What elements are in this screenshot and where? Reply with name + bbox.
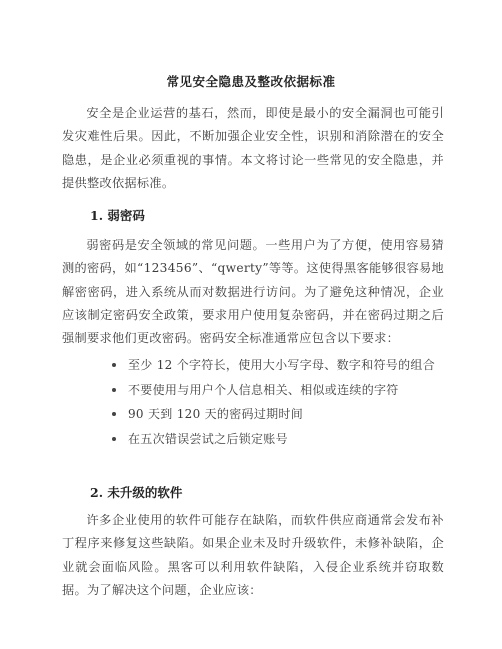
list-item-text: 90 天到 120 天的密码过期时间 [128, 407, 304, 421]
bullet-icon [112, 412, 116, 416]
section-2-paragraph: 许多企业使用的软件可能存在缺陷，而软件供应商通常会发布补丁程序来修复这些缺陷。如果企业未及时升级软件，未修补缺陷，企业就会面临风险。黑客可以利用软件缺陷，入侵企业系统并窃取数据。为了解决这个问题，企业应该： [62, 513, 444, 597]
document-title: 常见安全隐患及整改依据标准 [166, 74, 336, 89]
bullet-icon [112, 388, 116, 392]
list-item [108, 378, 448, 403]
list-item [108, 427, 448, 452]
list-item-text: 至少 12 个字符长，使用大小写字母、数字和符号的组合 [128, 358, 436, 372]
intro-paragraph: 安全是企业运营的基石，然而，即使是最小的安全漏洞也可能引发灾难性后果。因此，不断加强企业安全性，识别和消除潜在的安全隐患，是企业必须重视的事情。本文将讨论一些常见的安全隐患，并提供整改依据标准。 [62, 106, 444, 190]
bullet-icon [112, 363, 116, 367]
password-requirements-list [108, 353, 448, 451]
list-item-text: 不要使用与用户个人信息相关、相似或连续的字符 [128, 382, 399, 397]
section-2-heading: 2. 未升级的软件 [90, 485, 183, 500]
section-1-heading: 1. 弱密码 [90, 208, 145, 223]
list-item [108, 402, 448, 427]
list-item-text: 在五次错误尝试之后锁定账号 [128, 431, 288, 446]
list-item [108, 353, 448, 378]
bullet-icon [112, 437, 116, 441]
section-1-paragraph: 弱密码是安全领域的常见问题。一些用户为了方便，使用容易猜测的密码，如“123456”、“qwerty”等等。这使得黑客能够很容易地解密密码，进入系统从而对数据进行访问。为了避免这种情况，企业应该制定密码安全政策，要求用户使用复杂密码，并在密码过期之后强制要求他们更改密码。密码安全标准通常应包含以下要求： [62, 238, 444, 346]
